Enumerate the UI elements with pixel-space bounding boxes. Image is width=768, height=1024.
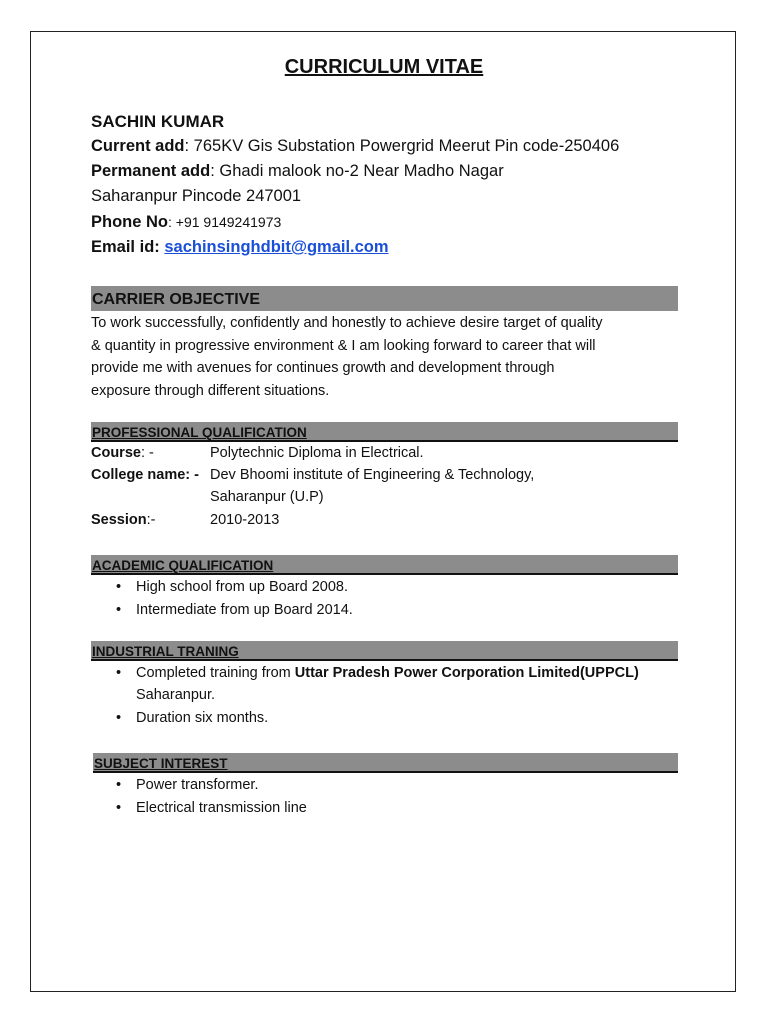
session-separator: :- — [146, 512, 156, 528]
permanent-address-line-2: Saharanpur Pincode 247001 — [91, 187, 302, 205]
objective-line: exposure through different situations. — [91, 382, 330, 399]
objective-line: & quantity in progressive environment & I am looking forward to career that will — [91, 337, 596, 354]
bullet-icon: • — [116, 800, 122, 816]
bullet-icon: • — [116, 710, 122, 726]
interest-item: Power transformer. — [136, 777, 259, 793]
training-heading: INDUSTRIAL TRANING — [91, 641, 678, 661]
academic-item: Intermediate from up Board 2014. — [136, 602, 353, 618]
interest-item: Electrical transmission line — [136, 800, 307, 816]
college-value-line-2: Saharanpur (U.P) — [210, 489, 324, 505]
academic-item: High school from up Board 2008. — [136, 579, 348, 595]
interest-heading: SUBJECT INTEREST — [93, 753, 678, 773]
course-label-cell — [91, 445, 154, 461]
college-value: Dev Bhoomi institute of Engineering & Technology, — [210, 467, 535, 483]
objective-line: To work successfully, confidently and honestly to achieve desire target of quality — [91, 315, 603, 331]
permanent-address-label: Permanent add — [91, 162, 211, 180]
email-link[interactable]: sachinsinghdbit@gmail.com — [164, 238, 389, 256]
objective-heading: CARRIER OBJECTIVE — [91, 286, 678, 311]
session-value: 2010-2013 — [210, 512, 280, 528]
training-item — [136, 665, 639, 681]
course-label: Course — [91, 445, 141, 461]
phone-value: : +91 9149241973 — [168, 214, 282, 230]
current-address-label: Current add — [91, 137, 185, 155]
permanent-address-value: : Ghadi malook no-2 Near Madho Nagar — [210, 162, 504, 180]
session-label-cell — [91, 512, 155, 528]
bullet-icon: • — [116, 777, 122, 793]
training-item-prefix: Completed training from — [136, 665, 295, 681]
course-separator: : - — [140, 445, 154, 461]
bullet-icon: • — [116, 602, 122, 618]
applicant-name: SACHIN KUMAR — [91, 112, 225, 131]
phone-label: Phone No — [91, 213, 168, 231]
course-value: Polytechnic Diploma in Electrical. — [210, 445, 424, 461]
college-label-text: College name: - — [91, 467, 199, 483]
training-company: Uttar Pradesh Power Corporation Limited(UPPCL) — [294, 665, 639, 681]
phone — [91, 213, 281, 232]
current-address-value: : 765KV Gis Substation Powergrid Meerut Pin code-250406 — [184, 137, 620, 155]
objective-text — [91, 312, 681, 402]
document-title: CURRICULUM VITAE — [284, 56, 484, 78]
college-label — [91, 467, 199, 483]
training-item: Duration six months. — [136, 710, 269, 726]
email-label: Email id: — [91, 238, 165, 256]
training-item-line-2: Saharanpur. — [136, 687, 216, 703]
session-label: Session — [91, 512, 147, 528]
academic-heading: ACADEMIC QUALIFICATION — [91, 555, 678, 575]
objective-line: provide me with avenues for continues growth and development through — [91, 360, 555, 376]
professional-heading: PROFESSIONAL QUALIFICATION — [91, 422, 678, 442]
current-address — [91, 137, 619, 156]
email — [91, 238, 389, 257]
permanent-address — [91, 162, 504, 181]
bullet-icon: • — [116, 579, 122, 595]
bullet-icon: • — [116, 665, 122, 681]
